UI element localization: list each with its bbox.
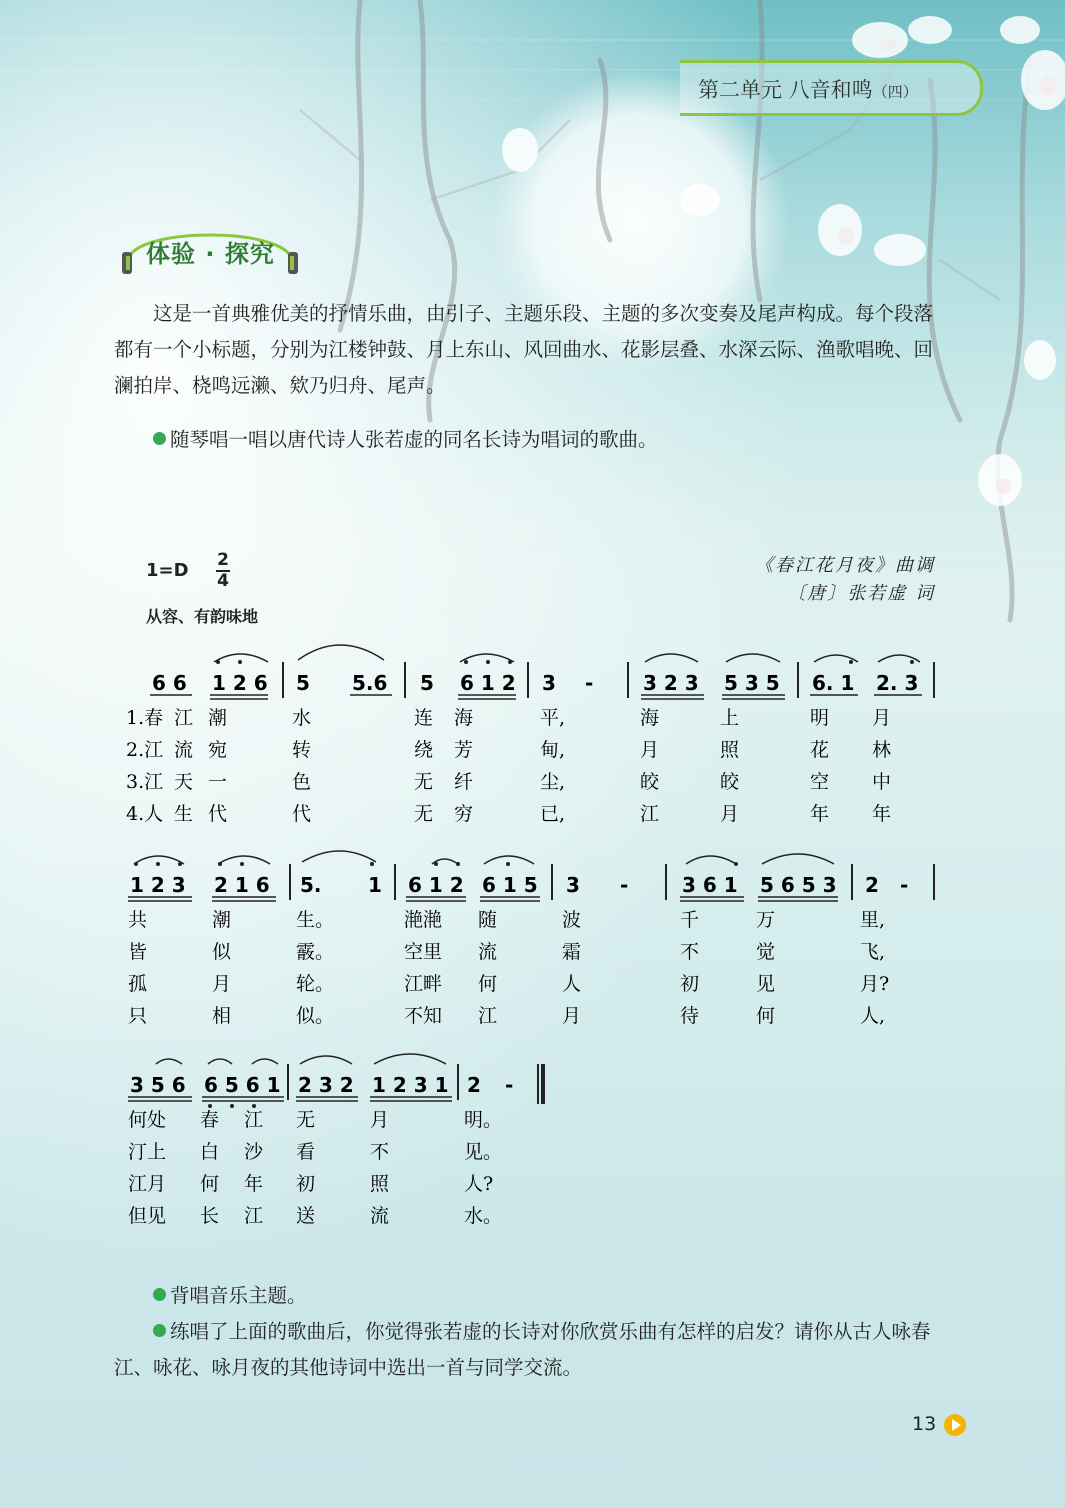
lyric-syllable: 共	[128, 909, 148, 931]
lyric-syllable: 空里	[404, 941, 443, 963]
note-measure: 1 2 6	[212, 671, 268, 695]
lyric-syllable: 月	[370, 1109, 390, 1131]
lyric-syllable: 不知	[404, 1005, 443, 1027]
note-measure: 3 5 6	[130, 1073, 186, 1097]
lyric-syllable: 随	[478, 909, 498, 931]
lyric-syllable: 花	[810, 739, 830, 761]
task-3-text: 练唱了上面的歌曲后，你觉得张若虚的长诗对你欣赏乐曲有怎样的启发？请你从古人咏春江、咏花、咏月夜的其他诗词中选出一首与同学交流。	[114, 1320, 931, 1379]
lyric-syllable: 送	[296, 1205, 316, 1227]
lyric-syllable: 万	[756, 909, 776, 931]
octave-dots	[216, 660, 914, 664]
lyric-syllable: 流	[174, 739, 194, 761]
note-measure: 6 5 6 1	[204, 1073, 281, 1097]
lyric-syllable: 何	[756, 1005, 776, 1027]
lyric-syllable: 天	[174, 771, 194, 793]
lyric-syllable: 白	[200, 1141, 220, 1163]
play-icon	[944, 1414, 966, 1436]
octave-dots	[134, 862, 738, 866]
lyric-syllable: 人,	[860, 1005, 886, 1027]
lyric-syllable: 只	[128, 1005, 148, 1027]
lyric-syllable: 年	[872, 803, 892, 825]
note-measure: 5.	[300, 873, 322, 897]
lyric-syllable: 生	[174, 803, 194, 825]
lyric-syllable: 江	[244, 1109, 264, 1131]
tune-credit: 《春江花月夜》曲调	[755, 555, 935, 576]
lyric-syllable: 2.江	[126, 739, 164, 761]
note-measure: 1 2 3 1	[372, 1073, 449, 1097]
note-measure: -	[585, 671, 594, 695]
task-1-text: 随琴唱一唱以唐代诗人张若虚的同名长诗为唱词的歌曲。	[170, 428, 658, 451]
lyric-syllable: 中	[872, 771, 892, 793]
lyric-syllable: 流	[370, 1205, 390, 1227]
note-measure: 2. 3	[876, 671, 919, 695]
lyric-syllable: 转	[292, 739, 312, 761]
lyric-syllable: 流	[478, 941, 498, 963]
lyric-syllable: 明。	[464, 1109, 503, 1131]
page-number: 13	[912, 1413, 937, 1435]
lyric-syllable: 潮	[212, 909, 232, 931]
note-measure: 3	[566, 873, 580, 897]
lyric-syllable: 尘,	[540, 771, 566, 793]
note-measure: 6 1 2	[460, 671, 516, 695]
lyric-syllable: 1.春	[126, 707, 164, 729]
note-measure: 1	[368, 873, 382, 897]
note-measure: -	[505, 1073, 514, 1097]
lyric-syllable: 江畔	[404, 973, 443, 995]
lyric-syllable: 月?	[860, 973, 890, 995]
lyric-syllable: 但见	[128, 1205, 167, 1227]
lyric-syllable: 霜	[562, 941, 582, 963]
lyric-syllable: 上	[720, 707, 740, 729]
lyric-syllable: 孤	[128, 973, 148, 995]
lyric-syllable: 江	[478, 1005, 498, 1027]
lyric-syllable: 长	[200, 1205, 220, 1227]
lyric-syllable: 无	[414, 771, 434, 793]
lyric-syllable: 似。	[296, 1005, 335, 1027]
unit-part: （四）	[872, 83, 918, 101]
lyric-syllable: 皆	[128, 941, 148, 963]
note-measure: 5	[420, 671, 434, 695]
lyric-syllable: 无	[296, 1109, 316, 1131]
lyric-syllable: 皎	[720, 771, 740, 793]
note-measure: 2	[467, 1073, 481, 1097]
lyric-syllable: 林	[872, 739, 892, 761]
lyric-syllable: 飞,	[860, 941, 886, 963]
lyric-credit: 〔唐〕张若虚 词	[787, 583, 935, 604]
lyric-syllable: 空	[810, 771, 830, 793]
lyric-syllable: 人	[562, 973, 582, 995]
lyric-syllable: 似	[212, 941, 232, 963]
lyric-syllable: 见	[756, 973, 776, 995]
lyric-syllable: 月	[212, 973, 232, 995]
note-measure: 5 3 5	[724, 671, 780, 695]
note-measure: 3	[542, 671, 556, 695]
lyric-syllable: 无	[414, 803, 434, 825]
note-measure: -	[900, 873, 909, 897]
note-measure: 5 6 5 3	[760, 873, 837, 897]
lyric-syllable: 江	[640, 803, 660, 825]
lyric-syllable: 芳	[454, 739, 474, 761]
note-measure: 2 3 2	[298, 1073, 354, 1097]
note-measure: 2	[865, 873, 879, 897]
lyric-syllable: 甸,	[540, 739, 566, 761]
score-row-3-notes	[128, 1054, 543, 1108]
time-bottom: 4	[217, 571, 229, 591]
lyric-syllable: 汀上	[128, 1141, 167, 1163]
task-2	[114, 1278, 944, 1314]
lyric-syllable: 千	[680, 909, 700, 931]
lyric-syllable: 代	[208, 803, 228, 825]
note-measure: 3 2 3	[643, 671, 699, 695]
lyric-syllable: 江	[244, 1205, 264, 1227]
lyric-syllable: 波	[562, 909, 582, 931]
lyric-syllable: 海	[640, 707, 660, 729]
lyric-syllable: 不	[370, 1141, 390, 1163]
lyric-syllable: 色	[292, 771, 312, 793]
note-measure: 6 6	[152, 671, 187, 695]
note-measure: 5.6	[352, 671, 388, 695]
note-measure: 6 1 5	[482, 873, 538, 897]
key-text: 1=D	[146, 560, 189, 581]
note-measure: 5	[296, 671, 310, 695]
lyrics-layer	[126, 707, 891, 1227]
lyric-syllable: 照	[720, 739, 740, 761]
lyric-syllable: 初	[296, 1173, 316, 1195]
task-2-text: 背唱音乐主题。	[170, 1284, 307, 1307]
lyric-syllable: 沙	[244, 1141, 264, 1163]
lyric-syllable: 滟滟	[404, 909, 443, 931]
lyric-syllable: 人?	[464, 1173, 494, 1195]
lyric-syllable: 觉	[756, 941, 776, 963]
bullet-icon	[153, 1324, 166, 1337]
lyric-syllable: 纤	[454, 771, 474, 793]
lyric-syllable: 明	[810, 707, 830, 729]
lyric-syllable: 何	[200, 1173, 220, 1195]
lyric-syllable: 何	[478, 973, 498, 995]
unit-label: 第二单元	[698, 78, 782, 102]
lyric-syllable: 已,	[540, 803, 566, 825]
lyric-syllable: 霰。	[296, 941, 335, 963]
lyric-syllable: 海	[454, 707, 474, 729]
unit-title: 八音和鸣	[788, 78, 873, 102]
lyric-syllable: 年	[244, 1173, 264, 1195]
lyric-syllable: 4.人	[126, 803, 164, 825]
octave-dots	[208, 1104, 256, 1108]
lyric-syllable: 初	[680, 973, 700, 995]
lyric-syllable: 相	[212, 1005, 232, 1027]
lyric-syllable: 水。	[464, 1205, 503, 1227]
lyric-syllable: 宛	[208, 739, 228, 761]
lyric-syllable: 待	[680, 1005, 700, 1027]
lyric-syllable: 3.江	[126, 771, 164, 793]
lyric-syllable: 连	[414, 707, 434, 729]
lyric-syllable: 何处	[128, 1109, 167, 1131]
tempo-marking: 从容、有韵味地	[146, 607, 259, 626]
lyric-syllable: 一	[208, 771, 228, 793]
lyric-syllable: 代	[292, 803, 312, 825]
note-measure: 2 1 6	[214, 873, 270, 897]
lyric-syllable: 水	[292, 707, 312, 729]
section-title: 体验 · 探究	[146, 240, 275, 268]
lyric-syllable: 春	[200, 1109, 220, 1131]
lyric-syllable: 生。	[296, 909, 335, 931]
lyric-syllable: 月	[640, 739, 660, 761]
lyric-syllable: 江	[174, 707, 194, 729]
task-3	[114, 1314, 944, 1386]
lyric-syllable: 潮	[208, 707, 228, 729]
note-measure: 3 6 1	[682, 873, 738, 897]
closing-tasks	[114, 1278, 944, 1386]
lyric-syllable: 照	[370, 1173, 390, 1195]
bullet-icon	[153, 1288, 166, 1301]
lyric-syllable: 平,	[540, 707, 566, 729]
note-measure: 1 2 3	[130, 873, 186, 897]
lyric-syllable: 月	[562, 1005, 582, 1027]
lyric-syllable: 月	[720, 803, 740, 825]
lyric-syllable: 穷	[454, 803, 474, 825]
intro-paragraph: 这是一首典雅优美的抒情乐曲，由引子、主题乐段、主题的多次变奏及尾声构成。每个段落都有一个小标题，分别为江楼钟鼓、月上东山、风回曲水、花影层叠、水深云际、渔歌唱晚、回澜拍岸、桡鸣远濑、欸乃归舟、尾声。	[114, 302, 934, 397]
score-row-2-notes	[128, 851, 934, 901]
lyric-syllable: 江月	[128, 1173, 167, 1195]
lyric-syllable: 皎	[640, 771, 660, 793]
lyric-syllable: 见。	[464, 1141, 503, 1163]
lyric-syllable: 里,	[860, 909, 886, 931]
lyric-syllable: 月	[872, 707, 892, 729]
lyric-syllable: 不	[680, 941, 700, 963]
lyric-syllable: 年	[810, 803, 830, 825]
lyric-syllable: 轮。	[296, 973, 335, 995]
note-measure: -	[620, 873, 629, 897]
lyric-syllable: 绕	[414, 739, 434, 761]
time-top: 2	[217, 550, 229, 570]
lyric-syllable: 看	[296, 1141, 316, 1163]
score-row-1-notes	[150, 645, 934, 699]
note-measure: 6. 1	[812, 671, 855, 695]
note-measure: 6 1 2	[408, 873, 464, 897]
